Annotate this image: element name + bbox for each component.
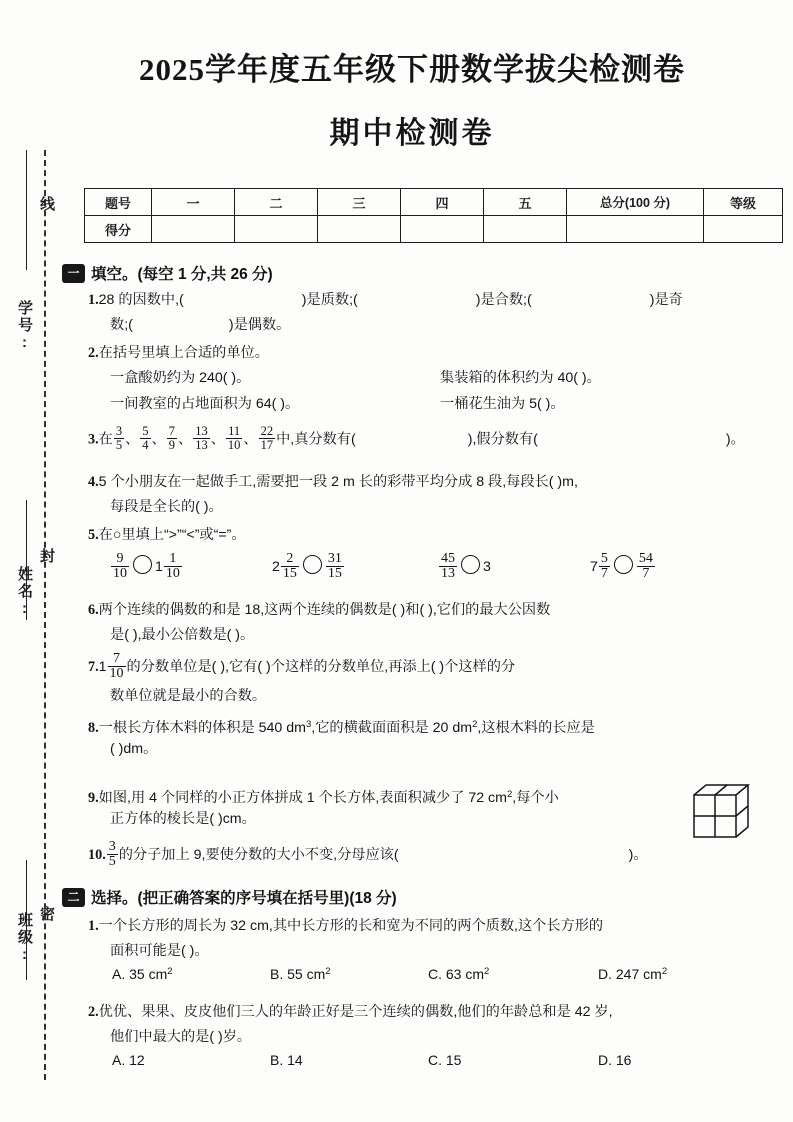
q3-prefix: 在 <box>98 431 113 448</box>
q1-text-d: )是奇 <box>649 292 683 308</box>
score-table-col-4: 四 <box>401 189 484 216</box>
question-number-5: 5. <box>88 527 99 543</box>
score-table <box>84 188 783 243</box>
q8-sup-1: 3 <box>305 719 312 730</box>
comparison-1[interactable] <box>110 552 183 582</box>
section-badge-two: 二 <box>62 888 85 907</box>
comparison-1-circle[interactable] <box>133 555 152 574</box>
question-choice-1-line2[interactable]: 面积可能是( )。 <box>110 943 209 959</box>
question-fill-10 <box>88 840 647 870</box>
question-fill-8-line2[interactable]: ( )dm。 <box>110 741 158 757</box>
seal-char-line: 线 <box>38 196 55 213</box>
section-header-choice <box>62 886 397 908</box>
seal-dashed-line <box>44 150 46 1080</box>
q3-fraction-3: $\frac{7}{9}$ <box>168 424 175 452</box>
q10-tail: )。 <box>628 846 648 863</box>
q9-sup: 2 <box>506 789 513 800</box>
score-cell-grade[interactable] <box>704 216 783 243</box>
comparison-4-left-fraction: $\frac{5}{7}$ <box>600 551 608 582</box>
question-number-3: 3. <box>88 431 99 448</box>
section-title-fill-in: 填空。(每空 1 分,共 26 分) <box>91 266 273 283</box>
question-number-1: 1. <box>88 292 99 308</box>
question-fill-6-line2[interactable]: 是( ),最小公倍数是( )。 <box>110 627 255 643</box>
question-fill-2-stem <box>88 341 269 366</box>
option-2-C[interactable]: C. 15 <box>428 1052 462 1068</box>
page-subtitle: 期中检测卷 <box>329 117 495 150</box>
q3-fraction-4: $\frac{13}{13}$ <box>195 424 208 452</box>
question-choice-2-line1 <box>88 1000 613 1025</box>
question-fill-4-line1 <box>88 470 578 495</box>
field-name: 姓名: <box>16 566 33 619</box>
option-2-B[interactable]: B. 14 <box>270 1052 303 1068</box>
q10-fraction: $\frac{3}{5}$ <box>108 839 116 870</box>
question-number-7: 7. <box>88 658 99 675</box>
q3-fraction-6: $\frac{22}{17}$ <box>260 424 274 452</box>
q3-fraction-2: $\frac{5}{4}$ <box>142 424 149 452</box>
question-fill-7-line2: 数单位就是最小的合数。 <box>110 688 267 704</box>
table-row-header <box>85 189 783 216</box>
comparison-3-left-fraction: $\frac{45}{13}$ <box>441 551 455 582</box>
score-table-row-label-0: 题号 <box>85 189 152 216</box>
question-fill-6-line1 <box>88 598 550 623</box>
q4-text-line1[interactable]: 5 个小朋友在一起做手工,需要把一段 2 m 长的彩带平均分成 8 段,每段长( )m, <box>98 474 578 490</box>
score-table-col-total: 总分(100 分) <box>567 189 704 216</box>
section-title-choice: 选择。(把正确答案的序号填在括号里)(18 分) <box>91 890 397 907</box>
score-table-row-label-1: 得分 <box>85 216 152 243</box>
cq1-text-line1: 一个长方形的周长为 32 cm,其中长方形的长和宽为不同的两个质数,这个长方形的 <box>98 918 604 934</box>
field-student-number: 学号: <box>16 300 33 353</box>
section-badge-one: 一 <box>62 264 85 283</box>
option-2-D[interactable]: D. 16 <box>598 1052 632 1068</box>
question-number-9: 9. <box>88 790 99 806</box>
score-table-col-5: 五 <box>484 189 567 216</box>
score-table-col-2: 二 <box>235 189 318 216</box>
cq2-text-line1: 优优、果果、皮皮他们三人的年龄正好是三个连续的偶数,他们的年龄总和是 42 岁, <box>98 1004 613 1020</box>
score-table-col-1: 一 <box>152 189 235 216</box>
page-title: 2025学年度五年级下册数学拔尖检测卷 <box>139 52 685 87</box>
score-cell-2[interactable] <box>235 216 318 243</box>
comparison-4-right-fraction: $\frac{54}{7}$ <box>638 551 653 582</box>
q3-fraction-5: $\frac{11}{10}$ <box>227 424 241 452</box>
choice-options-2 <box>112 1052 631 1068</box>
q7-fraction: $\frac{7}{10}$ <box>109 651 124 682</box>
question-fill-1-line1 <box>88 288 683 313</box>
q2-stem-text: 在括号里填上合适的单位。 <box>98 345 269 361</box>
cuboid-svg <box>690 783 752 841</box>
comparison-2-left-whole: 2 <box>272 558 280 575</box>
question-fill-2-item-4[interactable]: 一桶花生油为 5( )。 <box>440 396 565 412</box>
seal-rule-1 <box>26 150 27 270</box>
score-cell-3[interactable] <box>318 216 401 243</box>
q8-text-c: ,这根木料的长应是 <box>477 720 595 736</box>
score-table-col-3: 三 <box>318 189 401 216</box>
score-table-col-grade: 等级 <box>704 189 783 216</box>
comparison-2-left-fraction: $\frac{2}{15}$ <box>282 551 297 582</box>
q9-text-b: ,每个小 <box>512 790 559 806</box>
question-number-4: 4. <box>88 474 99 490</box>
option-1-D[interactable]: D. 247 $cm^2$ <box>598 966 668 982</box>
cuboid-four-cubes-diagram <box>690 783 752 846</box>
comparison-1-right-whole: 1 <box>155 558 163 575</box>
option-1-A[interactable]: A. 35 $cm^2$ <box>112 966 173 982</box>
question-number-6: 6. <box>88 602 99 618</box>
option-1-B[interactable]: B. 55 $cm^2$ <box>270 966 331 982</box>
q3-fraction-1: $\frac{3}{5}$ <box>115 424 123 452</box>
question-fill-3: 3.在 $\frac{3}{5}$ 、 $\frac{5}{4}$ 、 $\frac{7}{9}$ 、 $\frac{13}{13}$ 、 $\frac{11}{10}$ 、 $\frac{22}{17}$ 中,真分数有( ),假分数有( )。 <box>88 424 745 452</box>
q1-text-c: )是合数;( <box>475 292 532 308</box>
comparison-2-right-fraction: $\frac{31}{15}$ <box>327 551 342 582</box>
question-number-2: 2. <box>88 345 99 361</box>
q3-mid-text: 中,真分数有( <box>276 431 356 448</box>
question-choice-1-line1 <box>88 914 603 939</box>
comparison-2[interactable] <box>272 552 345 582</box>
question-fill-2-item-3[interactable]: 一间教室的占地面积为 64( )。 <box>110 396 300 412</box>
q1-text-f: )是偶数。 <box>228 317 291 333</box>
question-fill-2-item-1[interactable]: 一盒酸奶约为 240( )。 <box>110 370 251 386</box>
seal-char-feng: 封 <box>38 548 55 565</box>
seal-line-margin <box>0 0 62 1122</box>
score-cell-4[interactable] <box>401 216 484 243</box>
q8-text-b: ,它的横截面面积是 20 dm <box>311 720 473 736</box>
choice-options-1 <box>112 966 667 982</box>
q3-tail: )。 <box>725 431 745 448</box>
score-cell-1[interactable] <box>152 216 235 243</box>
q1-text-a: 28 的因数中,( <box>98 292 184 308</box>
comparison-4-left-whole: 7 <box>590 558 598 575</box>
q7-whole: 1 <box>98 658 107 675</box>
q1-text-e: 数;( <box>110 317 133 333</box>
q8-text-a: 一根长方体木料的体积是 540 dm <box>98 720 306 736</box>
q5-stem-text: 在○里填上“>”“<”或“=”。 <box>98 527 246 543</box>
question-fill-1-line2 <box>110 313 290 338</box>
comparison-4-circle[interactable] <box>614 555 633 574</box>
section-header-fill-in <box>62 262 273 284</box>
question-fill-4-line2[interactable]: 每段是全长的( )。 <box>110 499 223 515</box>
choice-question-number-2: 2. <box>88 1004 99 1020</box>
question-fill-2-item-2[interactable]: 集装箱的体积约为 40( )。 <box>440 370 601 386</box>
question-fill-5-stem <box>88 523 246 548</box>
q10-text: 的分子加上 9,要使分数的大小不变,分母应该( <box>118 846 399 863</box>
option-2-A[interactable]: A. 12 <box>112 1052 145 1068</box>
question-choice-2-line2[interactable]: 他们中最大的是( )岁。 <box>110 1029 252 1045</box>
question-number-10: 10. <box>88 846 106 863</box>
q6-text-line1[interactable]: 两个连续的偶数的和是 18,这两个连续的偶数是( )和( ),它们的最大公因数 <box>98 602 551 618</box>
question-fill-7-line1 <box>88 652 515 682</box>
score-cell-5[interactable] <box>484 216 567 243</box>
comparison-3[interactable] <box>438 552 491 582</box>
field-class: 班级: <box>16 912 33 965</box>
table-row-score <box>85 216 783 243</box>
question-fill-9-line2[interactable]: 正方体的棱长是( )cm。 <box>110 811 256 827</box>
comparison-4[interactable] <box>590 552 656 582</box>
choice-question-number-1: 1. <box>88 918 99 934</box>
q8-sup-2: 2 <box>472 719 478 730</box>
q9-text-a: 如图,用 4 个同样的小正方体拼成 1 个长方体,表面积减少了 72 cm <box>98 790 507 806</box>
seal-char-mi: 密 <box>38 906 55 923</box>
score-cell-total[interactable] <box>567 216 704 243</box>
question-number-8: 8. <box>88 720 99 736</box>
comparison-3-right-whole: 3 <box>483 558 491 575</box>
comparison-1-left-fraction: $\frac{9}{10}$ <box>113 551 127 582</box>
option-1-C[interactable]: C. 63 $cm^2$ <box>428 966 490 982</box>
q3-mid-text-2: ),假分数有( <box>467 431 538 448</box>
q1-text-b: )是质数;( <box>301 292 358 308</box>
q7-text-line1[interactable]: 的分数单位是( ),它有( )个这样的分数单位,再添上( )个这样的分 <box>126 658 516 675</box>
comparison-2-circle[interactable] <box>303 555 322 574</box>
comparison-3-circle[interactable] <box>461 555 480 574</box>
question-fill-8-line1 <box>88 712 595 741</box>
comparison-1-right-fraction: $\frac{1}{10}$ <box>165 551 180 582</box>
